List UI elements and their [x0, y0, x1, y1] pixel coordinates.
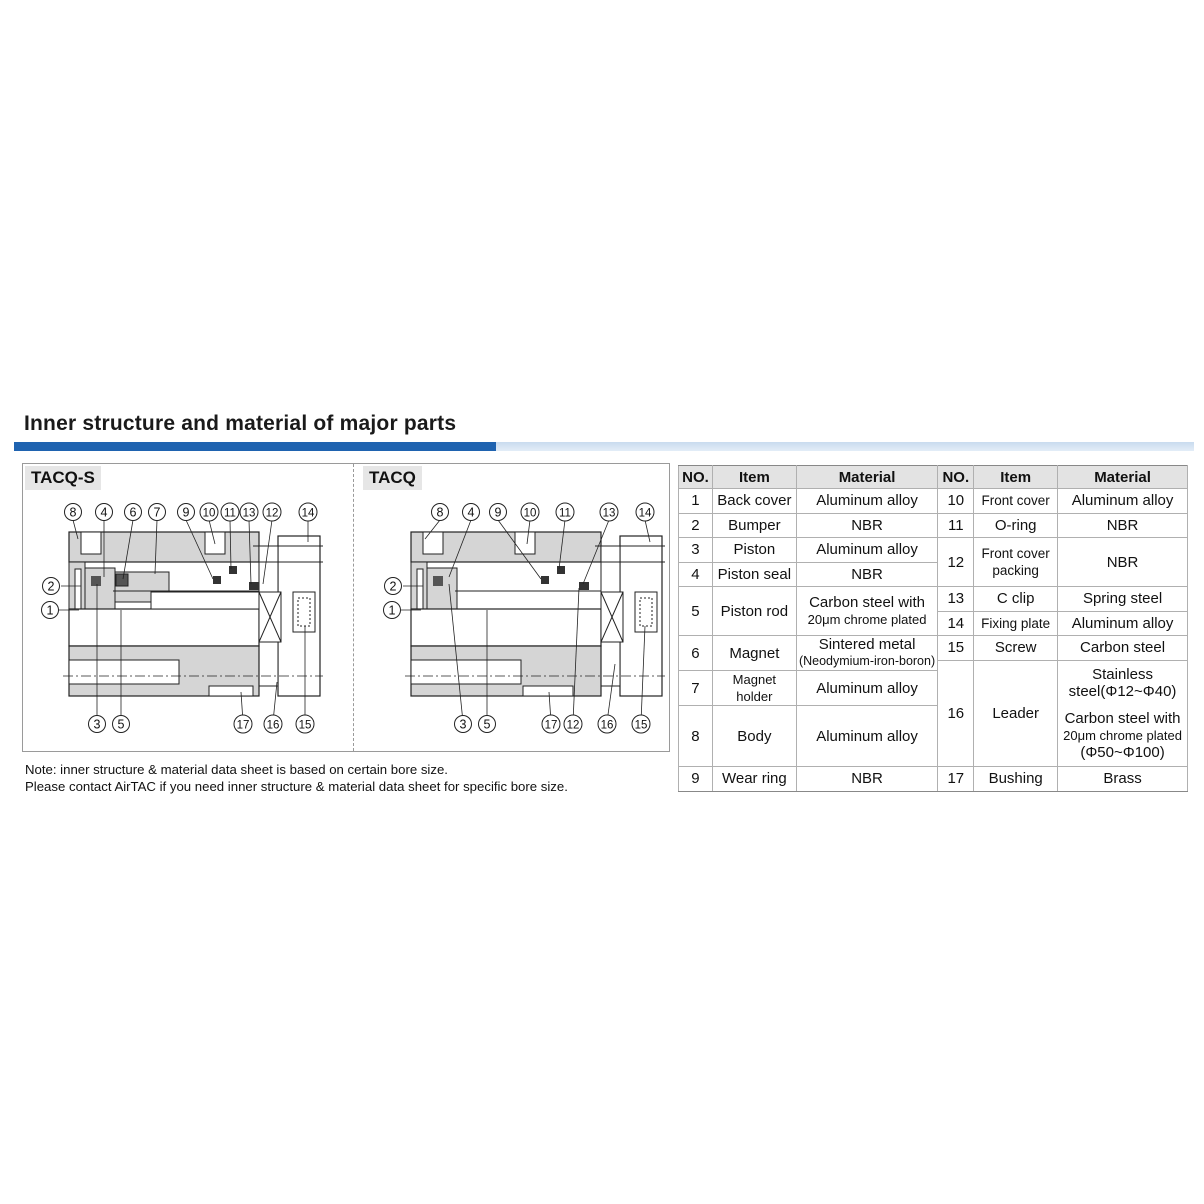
- svg-text:1: 1: [46, 603, 54, 618]
- cell-material: Aluminum alloy: [796, 671, 938, 706]
- svg-text:10: 10: [202, 507, 216, 520]
- cell-material: Aluminum alloy: [796, 538, 938, 563]
- svg-text:2: 2: [389, 579, 397, 594]
- cell-material: Aluminum alloy: [1058, 489, 1188, 514]
- svg-text:7: 7: [153, 505, 161, 520]
- tacq-diagram: [384, 503, 666, 733]
- cell-material: NBR: [1058, 513, 1188, 538]
- cell-material: Brass: [1058, 767, 1188, 792]
- material-line: (Φ50~Φ100): [1080, 744, 1165, 762]
- material-line: (Neodymium-iron-boron): [798, 654, 936, 668]
- svg-text:8: 8: [436, 505, 444, 520]
- cell-item: Magnet holder: [712, 671, 796, 706]
- table-row: [679, 538, 1188, 563]
- table-row: [679, 636, 1188, 661]
- svg-text:5: 5: [117, 717, 125, 732]
- header-material: Material: [1058, 466, 1188, 489]
- svg-text:9: 9: [494, 505, 502, 520]
- header-material: Material: [796, 466, 938, 489]
- svg-text:3: 3: [459, 717, 467, 732]
- header-item: Item: [974, 466, 1058, 489]
- note-line-1: Note: inner structure & material data sheet is based on certain bore size.: [25, 762, 448, 777]
- cell-item: Wear ring: [712, 767, 796, 792]
- cell-no: 16: [938, 660, 974, 767]
- cell-no: 4: [679, 562, 713, 587]
- cell-material: Aluminum alloy: [796, 706, 938, 767]
- cell-no: 8: [679, 706, 713, 767]
- bore-size-note: [25, 761, 568, 795]
- material-line: Stainless: [1092, 666, 1153, 683]
- cell-material: Aluminum alloy: [796, 489, 938, 514]
- svg-text:6: 6: [129, 505, 137, 520]
- cell-no: 17: [938, 767, 974, 792]
- cell-item: Piston seal: [712, 562, 796, 587]
- cell-no: 15: [938, 636, 974, 661]
- table-header-row: [679, 466, 1188, 489]
- cell-no: 1: [679, 489, 713, 514]
- svg-text:15: 15: [298, 719, 312, 732]
- svg-text:12: 12: [265, 507, 279, 520]
- cell-item: O-ring: [974, 513, 1058, 538]
- cell-material: [796, 636, 938, 671]
- note-line-2: Please contact AirTAC if you need inner structure & material data sheet for specific bore size.: [25, 779, 568, 794]
- svg-text:16: 16: [266, 719, 280, 732]
- cell-material: NBR: [1058, 538, 1188, 587]
- cylinder-cross-section-diagrams: [23, 464, 669, 751]
- cell-item: Piston: [712, 538, 796, 563]
- cell-item: Bumper: [712, 513, 796, 538]
- cell-item: Front cover: [974, 489, 1058, 514]
- cell-item: Fixing plate: [974, 611, 1058, 636]
- material-line: 20μm chrome plated: [1063, 728, 1182, 744]
- cell-material: [1058, 660, 1188, 706]
- svg-text:4: 4: [100, 505, 108, 520]
- title-bar-dark: [14, 442, 496, 451]
- cell-no: 5: [679, 587, 713, 636]
- svg-text:17: 17: [236, 719, 250, 732]
- svg-text:17: 17: [544, 719, 558, 732]
- cell-no: 7: [679, 671, 713, 706]
- cell-no: 12: [938, 538, 974, 587]
- cell-material: Carbon steel: [1058, 636, 1188, 661]
- item-line: Front cover: [981, 546, 1050, 561]
- cell-item: C clip: [974, 587, 1058, 612]
- cell-material: NBR: [796, 767, 938, 792]
- cell-no: 11: [938, 513, 974, 538]
- cell-item: Screw: [974, 636, 1058, 661]
- item-line: packing: [992, 563, 1039, 578]
- cell-no: 2: [679, 513, 713, 538]
- svg-text:11: 11: [224, 507, 236, 520]
- cell-no: 13: [938, 587, 974, 612]
- cell-material: NBR: [796, 562, 938, 587]
- svg-text:2: 2: [47, 579, 55, 594]
- cell-item: Bushing: [974, 767, 1058, 792]
- header-no: NO.: [679, 466, 713, 489]
- cell-no: 10: [938, 489, 974, 514]
- diagram-label-tacq-s: TACQ-S: [25, 466, 101, 490]
- table-row: [679, 489, 1188, 514]
- cell-item: [974, 538, 1058, 587]
- svg-text:11: 11: [559, 507, 571, 520]
- svg-text:3: 3: [93, 717, 101, 732]
- section-title: Inner structure and material of major parts: [24, 412, 457, 435]
- material-line: Carbon steel with: [809, 594, 925, 611]
- diagram-frame: [22, 463, 670, 752]
- table-row: [679, 587, 1188, 612]
- svg-text:15: 15: [634, 719, 648, 732]
- svg-text:12: 12: [566, 719, 580, 732]
- material-line: Carbon steel with: [1064, 710, 1181, 728]
- svg-text:4: 4: [467, 505, 475, 520]
- cell-item: Piston rod: [712, 587, 796, 636]
- svg-text:1: 1: [388, 603, 396, 618]
- cell-material: [1058, 706, 1188, 767]
- cell-material: Aluminum alloy: [1058, 611, 1188, 636]
- cell-material: Spring steel: [1058, 587, 1188, 612]
- title-underline-bar: [14, 442, 1194, 451]
- cell-item: Back cover: [712, 489, 796, 514]
- cell-material: [796, 587, 938, 636]
- svg-text:9: 9: [182, 505, 190, 520]
- title-bar-light: [496, 442, 1194, 451]
- header-no: NO.: [938, 466, 974, 489]
- cell-no: 9: [679, 767, 713, 792]
- material-line: Sintered metal: [818, 636, 916, 653]
- table-row: [679, 706, 1188, 767]
- svg-text:16: 16: [600, 719, 614, 732]
- cell-no: 14: [938, 611, 974, 636]
- parts-material-table: [678, 465, 1188, 792]
- cell-item: Leader: [974, 660, 1058, 767]
- cell-item: Magnet: [712, 636, 796, 671]
- svg-text:8: 8: [69, 505, 77, 520]
- diagram-label-tacq: TACQ: [363, 466, 422, 490]
- svg-text:13: 13: [602, 507, 616, 520]
- cell-item: Body: [712, 706, 796, 767]
- material-line: 20μm chrome plated: [807, 612, 927, 627]
- table-row: [679, 767, 1188, 792]
- tacq-s-diagram: [42, 503, 324, 733]
- table-row: [679, 513, 1188, 538]
- svg-text:13: 13: [242, 507, 256, 520]
- svg-text:14: 14: [301, 507, 315, 520]
- cell-no: 3: [679, 538, 713, 563]
- material-line: steel(Φ12~Φ40): [1068, 683, 1177, 700]
- cell-material: NBR: [796, 513, 938, 538]
- svg-text:5: 5: [483, 717, 491, 732]
- header-item: Item: [712, 466, 796, 489]
- svg-text:10: 10: [523, 507, 537, 520]
- svg-text:14: 14: [638, 507, 652, 520]
- cell-no: 6: [679, 636, 713, 671]
